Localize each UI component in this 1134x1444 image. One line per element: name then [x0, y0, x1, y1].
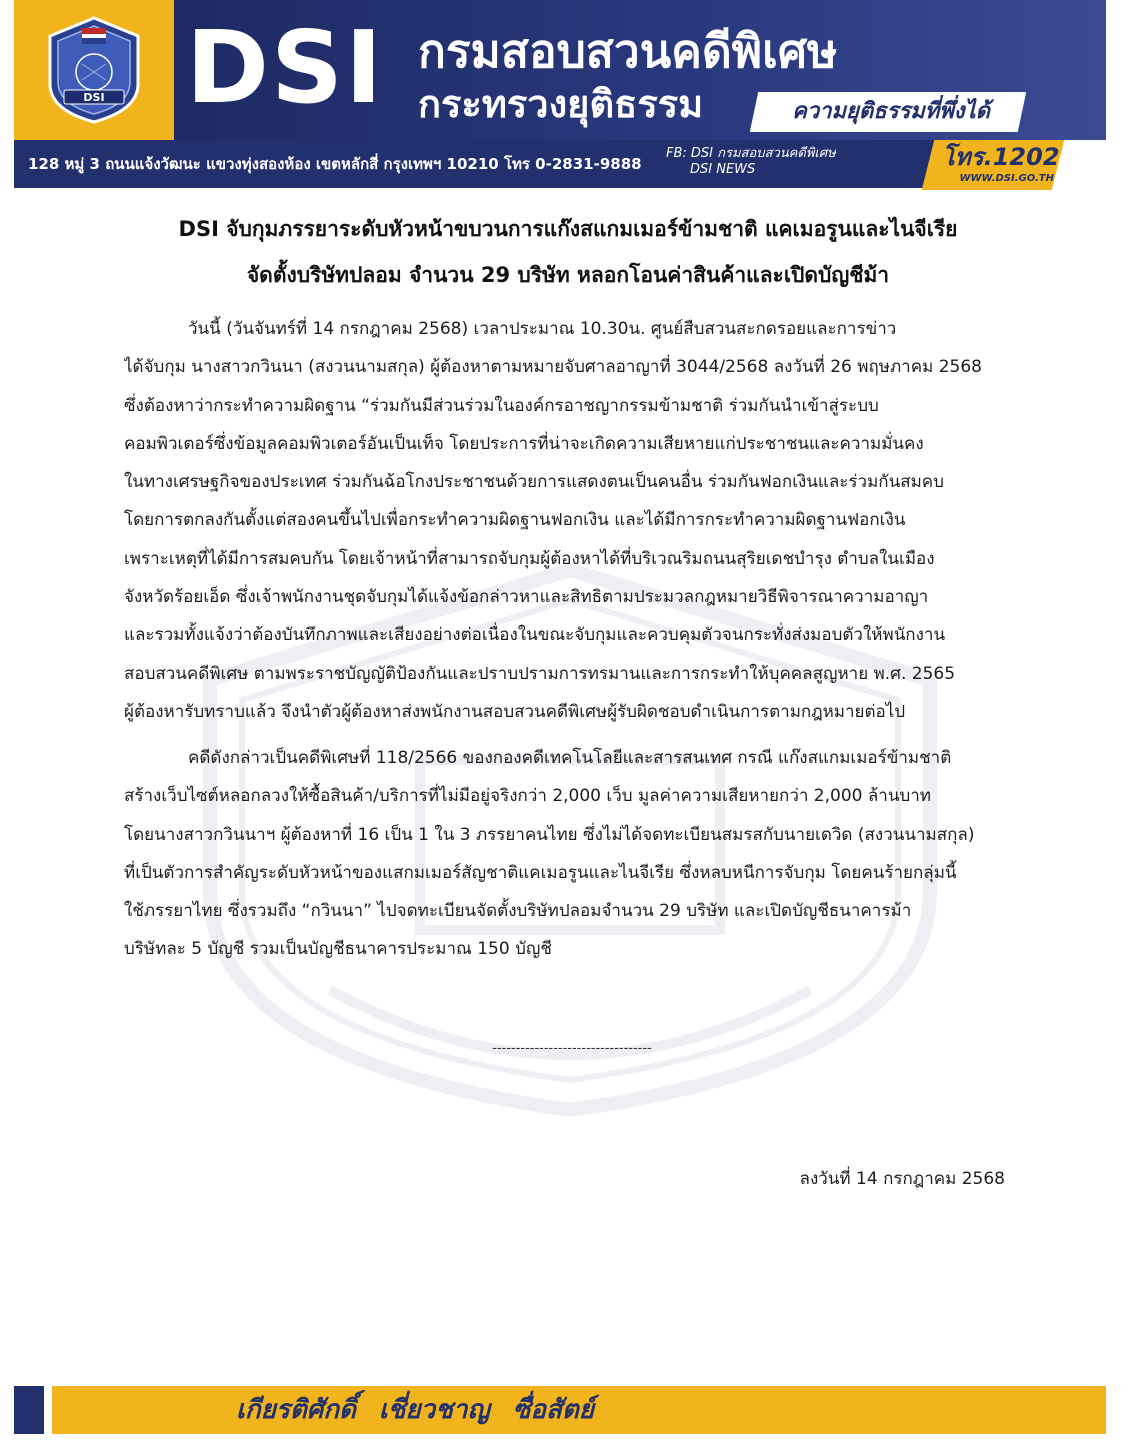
facebook-info — [666, 146, 836, 178]
paragraph-line: บริษัทละ 5 บัญชี รวมเป็นบัญชีธนาคารประมาณ 150 บัญชี — [124, 939, 552, 960]
brand-abbreviation: DSI — [186, 9, 385, 126]
paragraph-line: เพราะเหตุที่ได้มีการสมคบกัน โดยเจ้าหน้าที่สามารถจับกุมผู้ต้องหาได้ที่บริเวณริมถนนสุริยเดชบำรุง ตำบลในเมือง — [124, 548, 935, 569]
website-url: WWW.DSI.GO.TH — [959, 173, 1054, 184]
paragraph-line: ผู้ต้องหารับทราบแล้ว จึงนำตัวผู้ต้องหาส่งพนักงานสอบสวนคดีพิเศษผู้รับผิดชอบดำเนินการตามกฎหมายต่อไป — [124, 701, 906, 722]
paragraph-line: โดยการตกลงกันตั้งแต่สองคนขึ้นไปเพื่อกระทำความผิดฐานฟอกเงิน และได้มีการกระทำความผิดฐานฟอกเงิน — [124, 510, 906, 531]
footer-gap — [44, 1386, 52, 1434]
headline-line-2: จัดตั้งบริษัทปลอม จำนวน 29 บริษัท หลอกโอนค่าสินค้าและเปิดบัญชีม้า — [246, 263, 890, 287]
ministry-name: กระทรวงยุติธรรม — [418, 82, 704, 126]
department-name: กรมสอบสวนคดีพิเศษ — [418, 24, 838, 78]
paragraph-line: คอมพิวเตอร์ซึ่งข้อมูลคอมพิวเตอร์อันเป็นเท็จ โดยประการที่น่าจะเกิดความเสียหายแก่ประชาชนและความมั่นคง — [124, 433, 924, 454]
paragraph-line: ในทางเศรษฐกิจของประเทศ ร่วมกันฉ้อโกงประชาชนด้วยการแสดงตนเป็นคนอื่น ร่วมกันฟอกเงินและร่วมกันสมคบ — [124, 472, 944, 493]
facebook-line-2: DSI NEWS — [690, 162, 756, 177]
dsi-emblem-icon — [42, 14, 146, 126]
paragraph-line: จังหวัดร้อยเอ็ด ซึ่งเจ้าพนักงานชุดจับกุมได้แจ้งข้อกล่าวหาและสิทธิตามประมวลกฎหมายวิธีพิจารณาความอาญา — [124, 587, 929, 608]
paragraph-line: วันนี้ (วันจันทร์ที่ 14 กรกฎาคม 2568) เวลาประมาณ 10.30น. ศูนย์สืบสวนสะกดรอยและการข่าว — [188, 319, 897, 339]
emblem-text: DSI — [83, 91, 105, 104]
section-divider: ---------------------------------- — [492, 1041, 652, 1056]
body-paragraph-2 — [124, 739, 1006, 969]
paragraph-line: สร้างเว็บไซต์หลอกลวงให้ซื้อสินค้า/บริการที่ไม่มีอยู่จริงกว่า 2,000 เว็บ มูลค่าความเสียหายกว่า 2,000 ล้านบาท — [124, 786, 932, 807]
motto: ความยุติธรรมที่พึ่งได้ — [792, 99, 990, 124]
document-date: ลงวันที่ 14 กรกฎาคม 2568 — [799, 1169, 1005, 1189]
paragraph-line: โดยนางสาวกวินนาฯ ผู้ต้องหาที่ 16 เป็น 1 ใน 3 ภรรยาคนไทย ซึ่งไม่ได้จดทะเบียนสมรสกับนายเดวิด (สงวนนามสกุล) — [124, 824, 975, 845]
facebook-line-1: FB: DSI กรมสอบสวนคดีพิเศษ — [666, 146, 836, 161]
address-text: 128 หมู่ 3 ถนนแจ้งวัฒนะ แขวงทุ่งสองห้อง เขตหลักสี่ กรุงเทพฯ 10210 โทร 0-2831-9888 — [28, 155, 642, 173]
paragraph-line: ซึ่งต้องหาว่ากระทำความผิดฐาน “ร่วมกันมีส่วนร่วมในองค์กรอาชญากรรมข้ามชาติ ร่วมกันนำเข้าสู่ระบบ — [124, 395, 879, 416]
footer-slogan: เกียรติศักดิ์ เชี่ยวชาญ ซื่อสัตย์ — [236, 1395, 594, 1425]
letterhead — [14, 0, 1106, 200]
body-paragraph-1 — [124, 310, 1006, 731]
footer-blue-block — [14, 1386, 44, 1434]
paragraph-line: ที่เป็นตัวการสำคัญระดับหัวหน้าของแสกมเมอร์สัญชาติแคเมอรูนและไนจีเรีย ซึ่งหลบหนีการจับกุม โดยคนร้ายกลุ่มนี้ — [124, 862, 957, 883]
paragraph-line: สอบสวนคดีพิเศษ ตามพระราชบัญญัติป้องกันและปราบปรามการทรมานและการกระทำให้บุคคลสูญหาย พ.ศ. 2565 — [124, 663, 956, 684]
headline-line-1: DSI จับกุมภรรยาระดับหัวหน้าขบวนการแก๊งสแกมเมอร์ข้ามชาติ แคเมอรูนและไนจีเรีย — [178, 217, 958, 241]
paragraph-line: ใช้ภรรยาไทย ซึ่งรวมถึง “กวินนา” ไปจดทะเบียนจัดตั้งบริษัทปลอมจำนวน 29 บริษัท และเปิดบัญชีธนาคารม้า — [124, 901, 912, 922]
hotline-number: โทร.1202 — [942, 143, 1060, 171]
paragraph-line: และรวมทั้งแจ้งว่าต้องบันทึกภาพและเสียงอย่างต่อเนื่องในขณะจับกุมและควบคุมตัวจนกระทั่งส่งมอบตัวให้พนักงาน — [124, 625, 946, 646]
paragraph-line: คดีดังกล่าวเป็นคดีพิเศษที่ 118/2566 ของกองคดีเทคโนโลยีและสารสนเทศ กรณี แก๊งสแกมเมอร์ข้ามชาติ — [188, 748, 952, 768]
paragraph-line: ได้จับกุม นางสาวกวินนา (สงวนนามสกุล) ผู้ต้องหาตามหมายจับศาลอาญาที่ 3044/2568 ลงวันที่ 26 พฤษภาคม 2568 — [124, 357, 982, 378]
